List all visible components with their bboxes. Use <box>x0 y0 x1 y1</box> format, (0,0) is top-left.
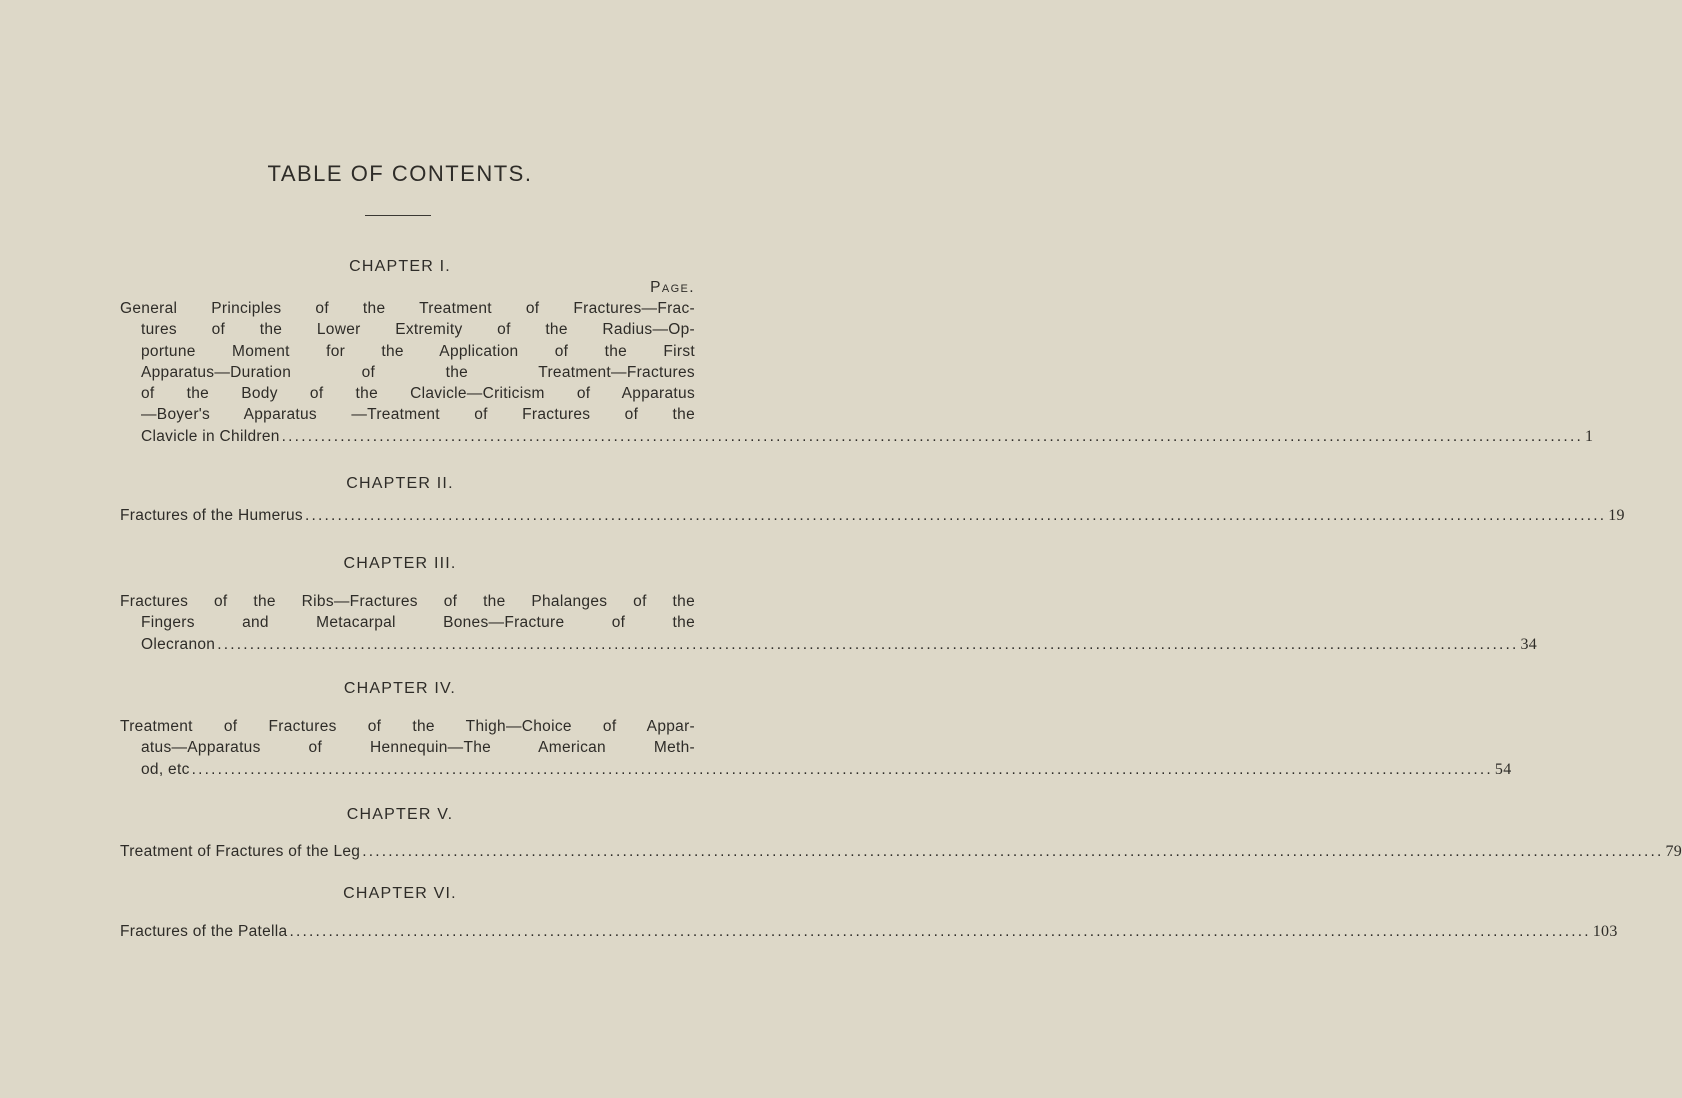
dot-leader: ........................................................................................................................................................................................................ <box>217 635 1519 653</box>
page-number: 79 <box>1665 843 1682 860</box>
entry-line: portune Moment for the Application of the First <box>141 342 695 360</box>
entry-line: tures of the Lower Extremity of the Radius—Op- <box>141 321 695 339</box>
page-number: 19 <box>1608 507 1625 524</box>
page-title: TABLE OF CONTENTS. <box>267 161 533 186</box>
entry-last-line <box>120 634 1538 655</box>
chapter-2-heading: CHAPTER II. <box>346 475 454 492</box>
chapter-6-entry[interactable] <box>120 921 1618 942</box>
entry-last-line <box>120 841 1682 862</box>
chapter-3-heading: CHAPTER III. <box>343 555 457 572</box>
page-column-label: Page. <box>650 279 695 296</box>
entry-line: —Boyer's Apparatus —Treatment of Fractures of the <box>141 406 695 424</box>
chapter-5-entry[interactable] <box>120 841 1682 862</box>
entry-line: Treatment of Fractures of the Thigh—Choice of Appar- <box>120 718 695 735</box>
entry-line: Fractures of the Humerus <box>120 507 303 524</box>
entry-line: of the Body of the Clavicle—Criticism of Apparatus <box>141 385 695 403</box>
dot-leader: ........................................................................................................................................................................................................ <box>281 427 1583 445</box>
entry-line: Fractures of the Patella <box>120 923 288 940</box>
chapter-5-heading: CHAPTER V. <box>346 806 454 823</box>
entry-line: Clavicle in Children <box>141 427 280 445</box>
chapter-3-entry[interactable] <box>120 591 1538 655</box>
title-rule <box>365 215 431 216</box>
chapter-4-entry[interactable] <box>120 716 1512 780</box>
page-number: 1 <box>1584 427 1594 445</box>
entry-line: atus—Apparatus of Hennequin—The American Meth- <box>141 739 695 757</box>
dot-leader: ........................................................................................................................................................................................................ <box>289 923 1591 940</box>
entry-line: Fractures of the Ribs—Fractures of the Phalanges of the <box>120 593 695 610</box>
chapter-4-heading: CHAPTER IV. <box>343 680 457 697</box>
chapter-1-entry[interactable] <box>120 298 1594 447</box>
chapter-1-heading: CHAPTER I. <box>349 258 451 275</box>
page-number: 54 <box>1494 760 1512 778</box>
entry-last-line <box>120 759 1512 780</box>
entry-last-line <box>120 921 1618 942</box>
chapter-2-entry[interactable] <box>120 505 1625 526</box>
entry-line: Treatment of Fractures of the Leg <box>120 843 361 860</box>
entry-line: Olecranon <box>141 635 216 653</box>
page-number: 103 <box>1592 923 1618 940</box>
dot-leader: ........................................................................................................................................................................................................ <box>362 843 1664 860</box>
chapter-6-heading: CHAPTER VI. <box>343 885 457 902</box>
entry-line: Fingers and Metacarpal Bones—Fracture of the <box>141 614 695 632</box>
page-number: 34 <box>1520 635 1538 653</box>
dot-leader: ........................................................................................................................................................................................................ <box>304 507 1607 524</box>
entry-last-line <box>120 426 1594 447</box>
entry-line: Apparatus—Duration of the Treatment—Fractures <box>141 363 695 381</box>
entry-line: od, etc <box>141 760 190 778</box>
dot-leader: ........................................................................................................................................................................................................ <box>191 760 1493 778</box>
entry-last-line <box>120 505 1625 526</box>
entry-line: General Principles of the Treatment of Fractures—Frac- <box>120 300 695 317</box>
